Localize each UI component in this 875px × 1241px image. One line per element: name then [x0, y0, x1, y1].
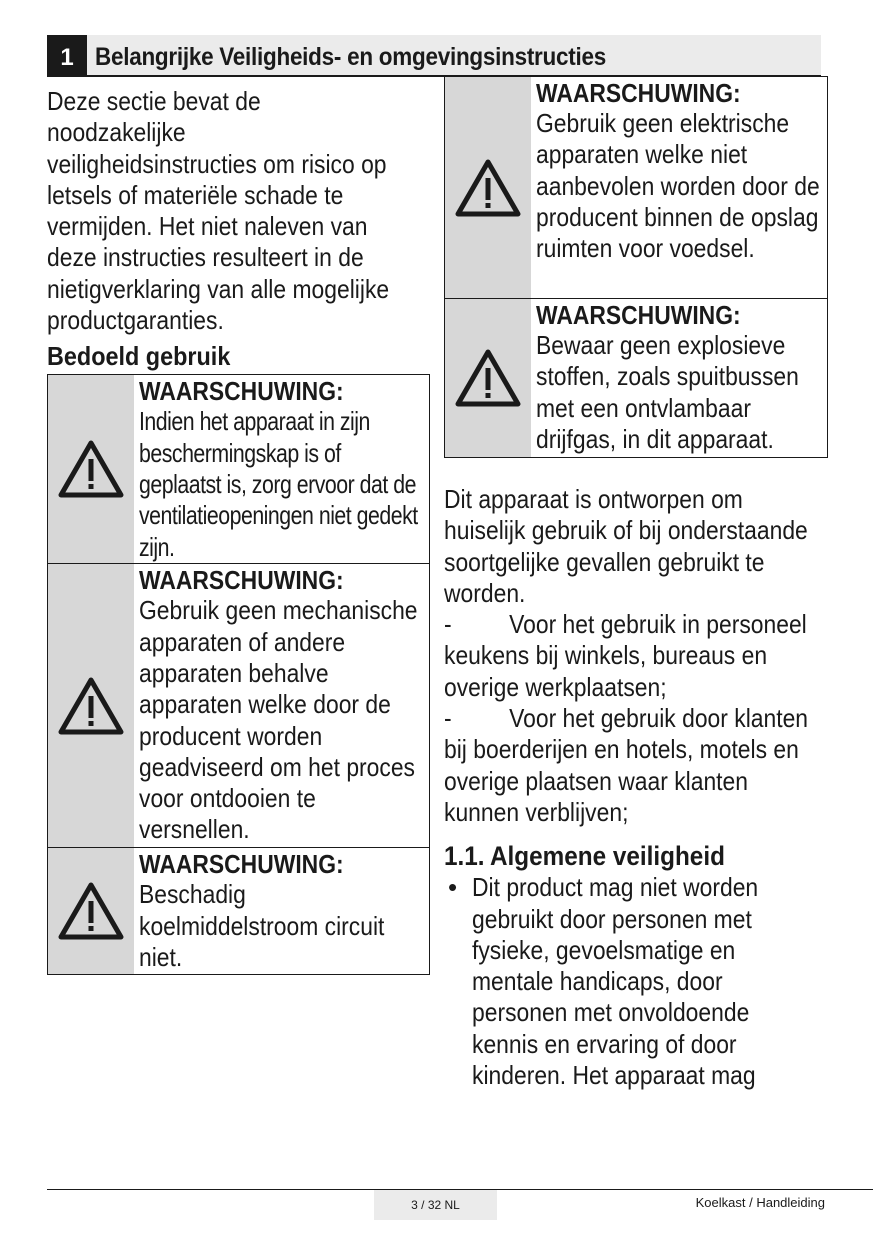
warning-icon-cell	[48, 848, 134, 974]
intended-use-heading: Bedoeld gebruik	[47, 341, 231, 372]
warning-table-right	[444, 76, 828, 458]
warning-body: Beschadig koelmiddelstroom circuit niet.	[139, 879, 385, 972]
usage-intro: Dit apparaat is ontworpen om huiselijk gebruik of bij onderstaande soortgelijke gevallen gebruikt te worden.	[444, 484, 808, 608]
left-column	[47, 86, 430, 975]
usage-dash: -	[444, 609, 452, 640]
usage-item-text: Voor het gebruik in personeel keukens bij winkels, bureaus en overige werkplaatsen;	[444, 609, 807, 702]
warning-row	[48, 375, 429, 563]
document-name: Koelkast / Handleiding	[695, 1195, 825, 1210]
warning-icon-cell	[445, 299, 531, 457]
warning-label: WAARSCHUWING:	[139, 849, 344, 880]
general-safety-title: Algemene veiligheid	[489, 841, 725, 872]
bullet-item	[444, 872, 828, 1091]
warning-icon-cell	[48, 375, 134, 563]
warning-triangle-icon	[57, 439, 125, 499]
usage-item	[444, 609, 829, 703]
warning-label: WAARSCHUWING:	[536, 78, 741, 108]
warning-text	[134, 564, 429, 847]
warning-label: WAARSCHUWING:	[139, 376, 344, 407]
warning-text	[531, 299, 827, 457]
warning-body: Gebruik geen mechanische apparaten of andere apparaten behalve apparaten welke door de producent worden geadviseerd om het proces voor ontdooien te versnellen.	[139, 595, 418, 845]
warning-row	[48, 563, 429, 847]
warning-body: Bewaar geen explosieve stoffen, zoals spuitbussen met een ontvlambaar drijfgas, in dit apparaat.	[536, 330, 799, 454]
warning-label: WAARSCHUWING:	[139, 565, 344, 596]
section-header	[47, 35, 821, 77]
warning-text	[531, 77, 827, 298]
right-column	[444, 76, 828, 1091]
warning-icon-cell	[48, 564, 134, 847]
warning-icon-cell	[445, 77, 531, 298]
warning-triangle-icon	[57, 676, 125, 736]
warning-triangle-icon	[57, 881, 125, 941]
warning-triangle-icon	[454, 158, 522, 218]
warning-row	[445, 298, 827, 457]
general-safety-number: 1.1.	[444, 841, 485, 872]
general-safety-heading	[444, 840, 790, 872]
usage-item	[444, 703, 829, 828]
warning-body: Gebruik geen elektrische apparaten welke niet aanbevolen worden door de producent binnen de opslag ruimten voor voedsel.	[536, 108, 820, 264]
warning-text	[134, 375, 429, 563]
warning-label: WAARSCHUWING:	[536, 300, 741, 330]
intro-paragraph: Deze sectie bevat de noodzakelijke veiligheidsinstructies om risico op letsels of materiële schade te vermijden. Het niet naleven van deze instructies resulteert in de nietigverklaring van alle mogelijke productgaranties.	[47, 86, 390, 336]
usage-item-text: Voor het gebruik door klanten bij boerderijen en hotels, motels en overige plaatsen waar klanten kunnen verblijven;	[444, 703, 809, 827]
usage-dash: -	[444, 703, 452, 734]
warning-row	[445, 77, 827, 298]
warning-row	[48, 847, 429, 974]
warning-table-left	[47, 374, 430, 975]
warning-body: Indien het apparaat in zijn beschermingskap is of geplaatst is, zorg ervoor dat de ventilatieopeningen niet gedekt zijn.	[139, 406, 418, 562]
bullet-text: Dit product mag niet worden gebruikt door personen met fysieke, gevoelsmatige en mentale handicaps, door personen met onvoldoende kennis en ervaring of door kinderen. Het apparaat mag	[472, 872, 759, 1091]
section-title: Belangrijke Veiligheids- en omgevingsinstructies	[95, 43, 606, 71]
warning-text	[134, 848, 429, 974]
section-number: 1	[47, 35, 87, 77]
warning-triangle-icon	[454, 348, 522, 408]
page-number: 3 / 32 NL	[374, 1190, 497, 1220]
bullet-icon: •	[448, 872, 458, 903]
